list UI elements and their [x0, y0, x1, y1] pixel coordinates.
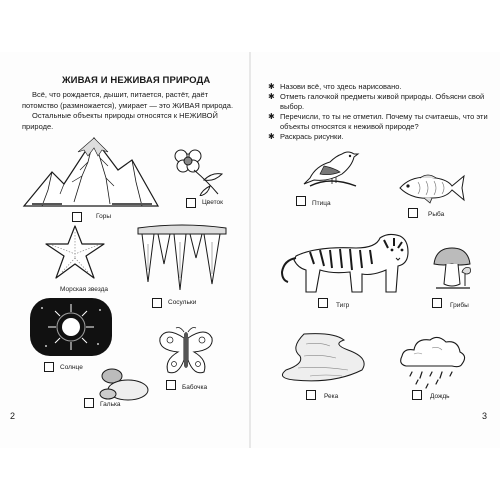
mountains-icon [22, 132, 160, 208]
checkbox-tiger[interactable] [318, 298, 328, 308]
star-bullet-icon: ✱ [268, 82, 275, 91]
mushrooms-icon [432, 246, 472, 290]
checkbox-mushrooms[interactable] [432, 298, 442, 308]
fish-icon [396, 172, 466, 204]
tiger-icon [276, 230, 412, 300]
river-icon [274, 330, 370, 386]
label-mountains: Горы [96, 213, 111, 220]
label-mushrooms: Грибы [450, 302, 469, 309]
rain-cloud-icon [398, 334, 468, 390]
checkbox-rain[interactable] [412, 390, 422, 400]
task-item: ✱ Перечисли, то ты не отметил. Почему ты считаешь, что эти объекты относятся к неживой природе? [268, 112, 488, 131]
task-item: ✱ Отметь галочкой предметы живой природы. Объясни свой выбор. [268, 92, 485, 111]
label-icicles: Сосульки [168, 299, 197, 306]
page-number-left: 2 [10, 411, 16, 421]
page-fold [249, 52, 251, 448]
label-butterfly: Бабочка [182, 384, 208, 391]
label-bird: Птица [312, 200, 331, 207]
task-list [268, 82, 496, 142]
label-pebbles: Галька [100, 401, 121, 408]
checkbox-icicles[interactable] [152, 298, 162, 308]
page-title: ЖИВАЯ И НЕЖИВАЯ ПРИРОДА [62, 75, 211, 86]
checkbox-pebbles[interactable] [84, 398, 94, 408]
butterfly-icon [158, 326, 214, 378]
checkbox-sun[interactable] [44, 362, 54, 372]
star-bullet-icon: ✱ [268, 132, 275, 141]
label-flower: Цветок [202, 199, 223, 206]
star-bullet-icon: ✱ [268, 112, 275, 121]
icicles-icon [136, 224, 228, 292]
pebbles-icon [92, 366, 150, 402]
task-item: ✱ Раскрась рисунки. [268, 132, 344, 141]
checkbox-fish[interactable] [408, 208, 418, 218]
checkbox-butterfly[interactable] [166, 380, 176, 390]
intro-text [22, 90, 242, 132]
intro-paragraph-living: Всё, что рождается, дышит, питается, растёт, даёт потомство (размножается), умирает — это ЖИВАЯ природа. [22, 90, 234, 110]
checkbox-mountains[interactable] [72, 212, 82, 222]
intro-paragraph-nonliving: Остальные объекты природы относятся к НЕЖИВОЙ природе. [22, 111, 218, 131]
label-fish: Рыба [428, 211, 445, 218]
checkbox-flower[interactable] [186, 198, 196, 208]
star-bullet-icon: ✱ [268, 92, 275, 101]
checkbox-bird[interactable] [296, 196, 306, 206]
starfish-icon [44, 224, 106, 280]
sun-icon [30, 298, 112, 356]
bird-icon [302, 146, 360, 192]
label-rain: Дождь [430, 393, 450, 400]
page-number-right: 3 [482, 411, 488, 421]
label-sun: Солнце [60, 364, 83, 371]
label-river: Река [324, 393, 339, 400]
flower-icon [172, 146, 232, 196]
task-item: ✱ Назови всё, что здесь нарисовано. [268, 82, 402, 91]
label-starfish: Морская звезда [60, 286, 108, 293]
checkbox-river[interactable] [306, 390, 316, 400]
label-tiger: Тигр [336, 302, 350, 309]
